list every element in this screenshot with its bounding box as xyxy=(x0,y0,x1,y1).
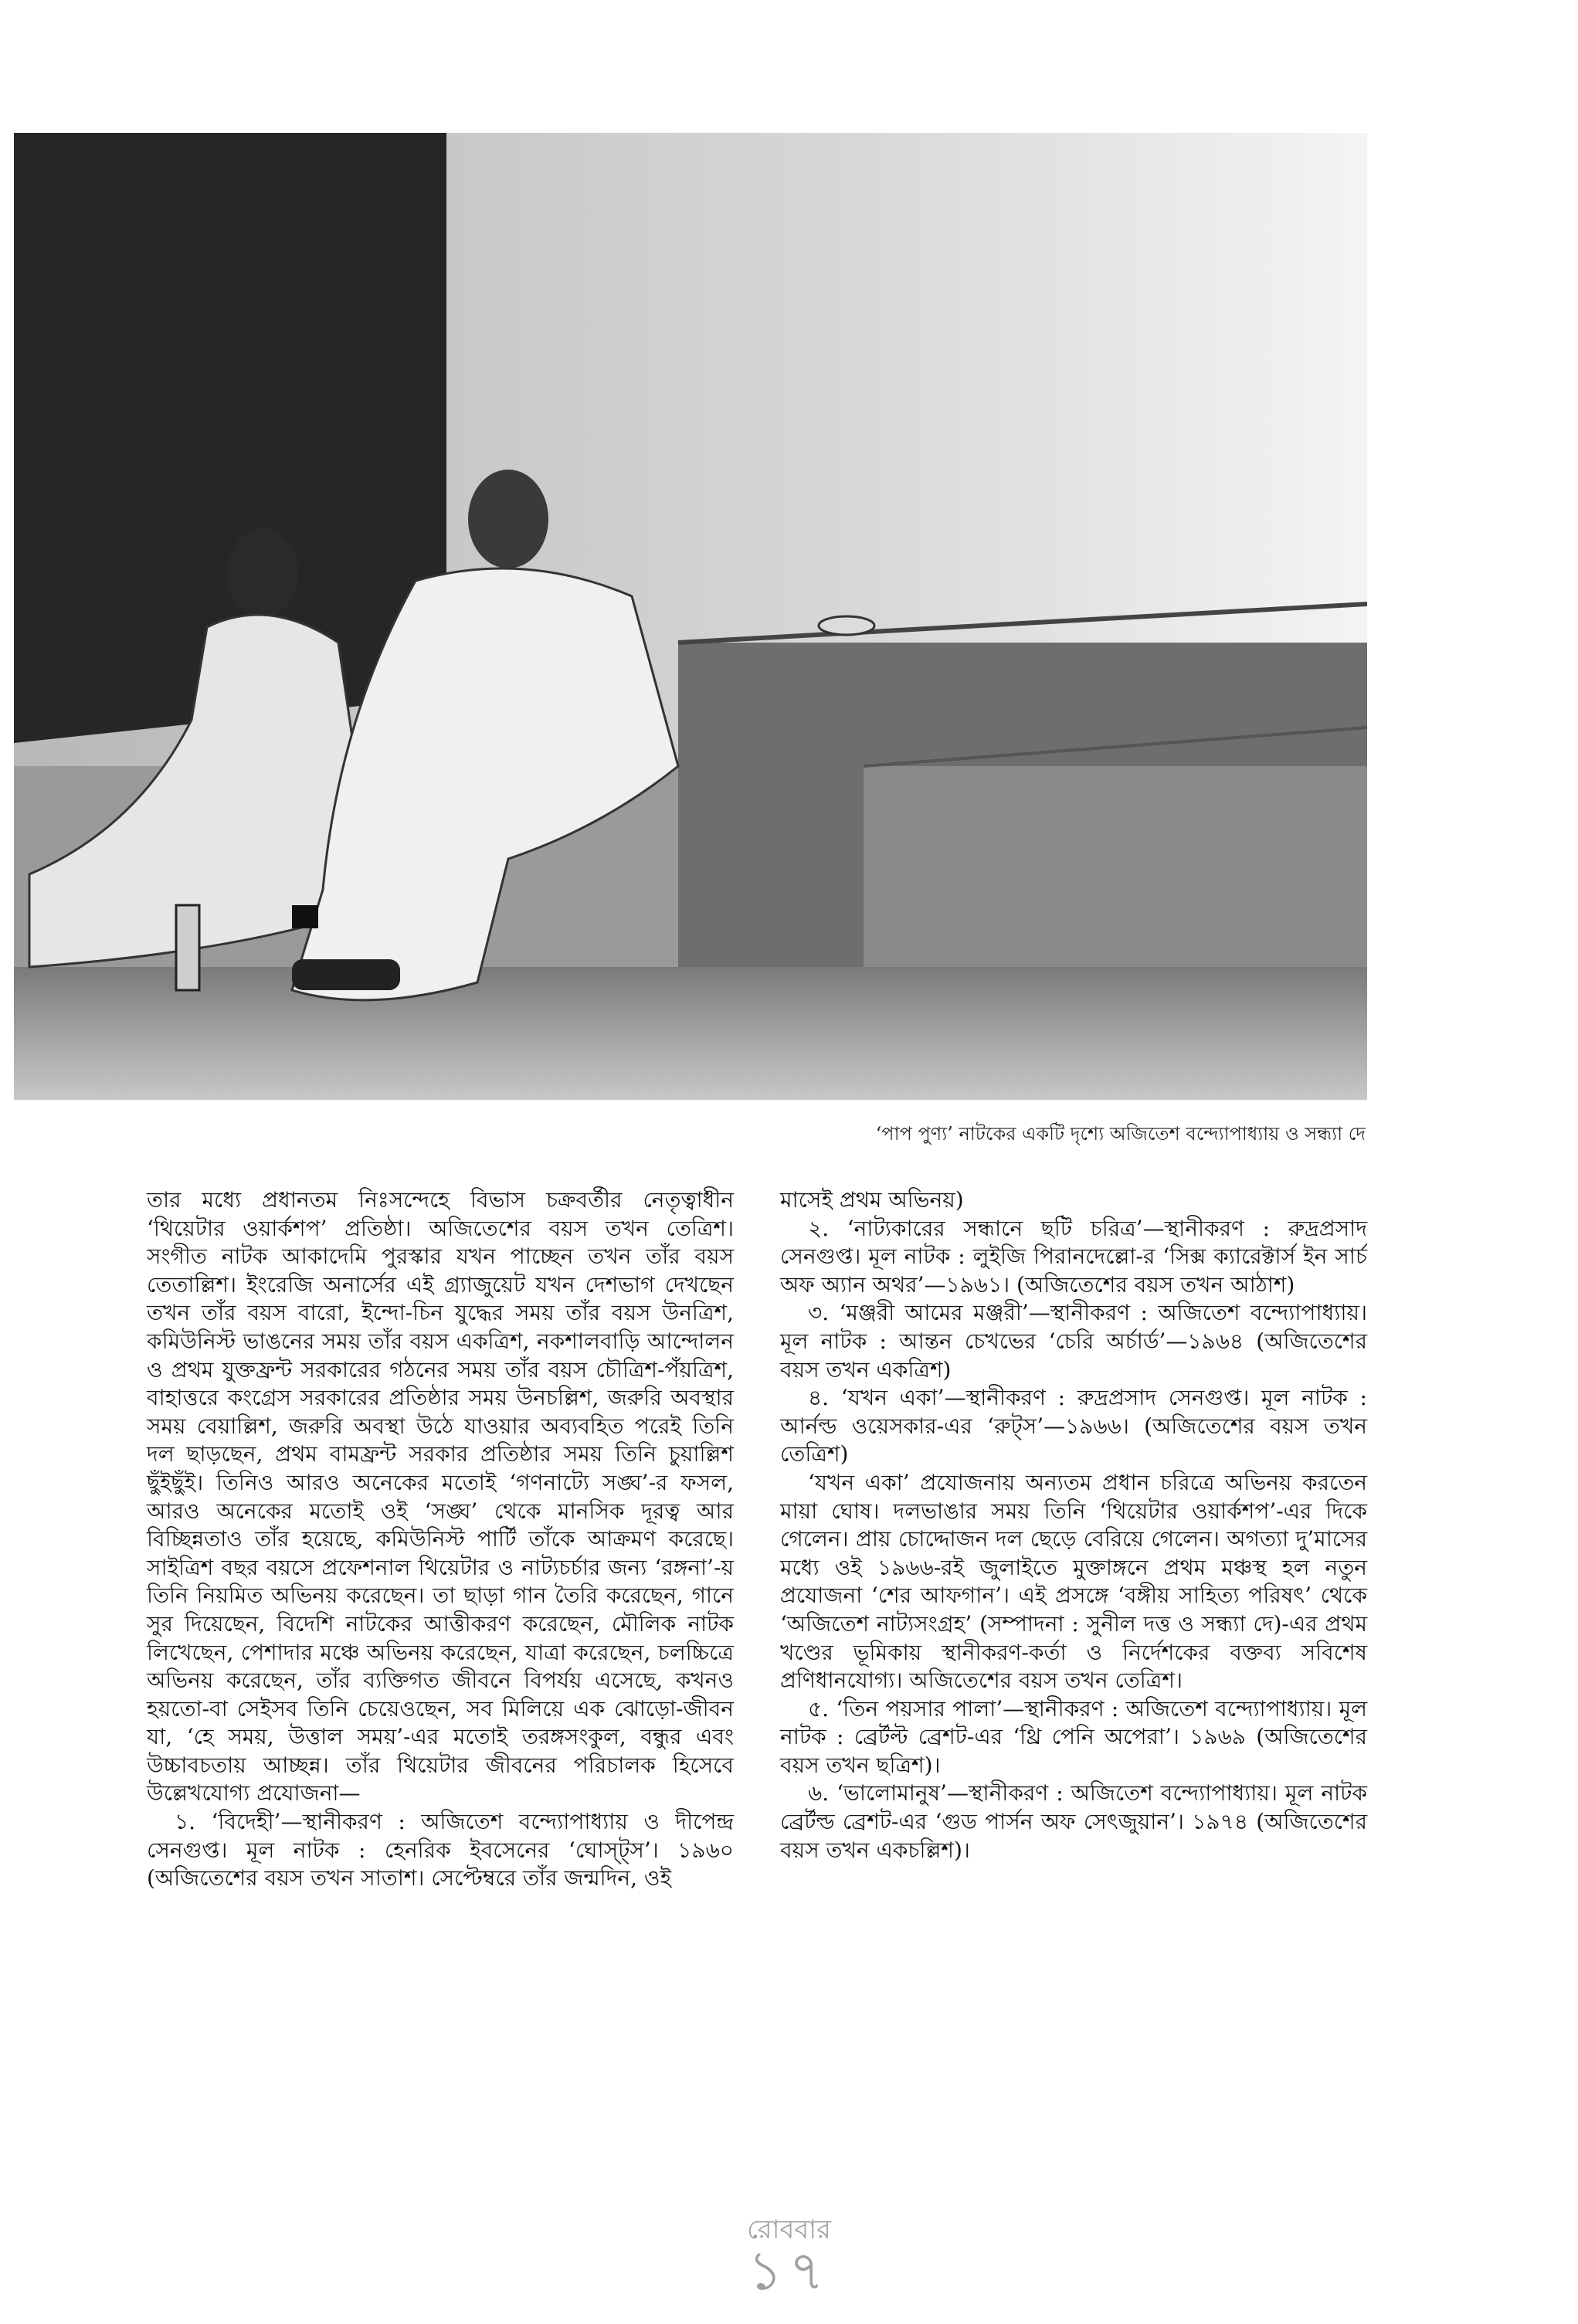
article-column-left xyxy=(147,1186,734,1893)
stage-photo-drawing xyxy=(14,133,1367,1100)
article-paragraph: তার মধ্যে প্রধানতম নিঃসন্দেহে বিভাস চক্রবর্তীর নেতৃত্বাধীন ‘থিয়েটার ওয়ার্কশপ’ প্রতিষ্ঠা। অজিতেশের বয়স তখন তেত্রিশ। সংগীত নাটক আকাদেমি পুরস্কার যখন পাচ্ছেন তখন তাঁর বয়স তেতাল্লিশ। ইংরেজি অনার্সের এই গ্র্যাজুয়েট যখন দেশভাগ দেখছেন তখন তাঁর বয়স বারো, ইন্দো-চিন যুদ্ধের সময় তাঁর বয়স উনত্রিশ, কমিউনিস্ট ভাঙনের সময় তাঁর বয়স একত্রিশ, নকশালবাড়ি আন্দোলন ও প্রথম যুক্তফ্রন্ট সরকারের গঠনের সময় তাঁর বয়স চৌত্রিশ-পঁয়ত্রিশ, বাহাত্তরে কংগ্রেস সরকারের প্রতিষ্ঠার সময় উনচল্লিশ, জরুরি অবস্থার সময় বেয়াল্লিশ, জরুরি অবস্থা উঠে যাওয়ার অব্যবহিত পরেই তিনি দল ছাড়ছেন, প্রথম বামফ্রন্ট সরকার প্রতিষ্ঠার সময় তিনি চুয়াল্লিশ ছুঁইছুঁই। তিনিও আরও অনেকের মতোই ‘গণনাট্যে সঙ্ঘ’-র ফসল, আরও অনেকের মতোই ওই ‘সঙ্ঘ’ থেকে মানসিক দূরত্ব আর বিচ্ছিন্নতাও তাঁর হয়েছে, কমিউনিস্ট পার্টি তাঁকে আক্রমণ করেছে। সাইত্রিশ বছর বয়সে প্রফেশনাল থিয়েটার ও নাট্যচর্চার জন্য ‘রঙ্গনা’-য় তিনি নিয়মিত অভিনয় করেছেন। তা ছাড়া গান তৈরি করেছেন, গানে সুর দিয়েছেন, বিদেশি নাটকের আত্তীকরণ করেছেন, মৌলিক নাটক লিখেছেন, পেশাদার মঞ্চে অভিনয় করেছেন, যাত্রা করেছেন, চলচ্চিত্রে অভিনয় করেছেন, তাঁর ব্যক্তিগত জীবনে বিপর্যয় এসেছে, কখনও হয়তো-বা সেইসব তিনি চেয়েওছেন, সব মিলিয়ে এক ঝোড়ো-জীবন যা, ‘হে সময়, উত্তাল সময়’-এর মতোই তরঙ্গসংকুল, বন্ধুর এবং উচ্চাবচতায় আচ্ছন্ন। তাঁর থিয়েটার জীবনের পরিচালক হিসেবে উল্লেখযোগ্য প্রযোজনা— xyxy=(147,1187,734,1807)
production-item-2: ২. ‘নাট্যকারের সন্ধানে ছটি চরিত্র’—স্থানীকরণ : রুদ্রপ্রসাদ সেনগুপ্ত। মূল নাটক : লুইজি পিরানদেল্লো-র ‘সিক্স ক্যারেক্টার্স ইন সার্চ অফ অ্যান অথর’—১৯৬১। (অজিতেশের বয়স তখন আঠাশ) xyxy=(780,1215,1367,1298)
magazine-name: রোববার xyxy=(747,2214,831,2245)
page-number: ১৭ xyxy=(748,2239,830,2302)
production-item-1-continued: মাসেই প্রথম অভিনয়) xyxy=(780,1187,964,1213)
production-item-3: ৩. ‘মঞ্জরী আমের মঞ্জরী’—স্থানীকরণ : অজিতেশ বন্দ্যোপাধ্যায়। মূল নাটক : আন্তন চেখভের ‘চেরি অর্চার্ড’—১৯৬৪ (অজিতেশের বয়স তখন একত্রিশ) xyxy=(780,1300,1367,1383)
article-column-right xyxy=(780,1186,1367,1864)
production-item-6: ৬. ‘ভালোমানুষ’—স্থানীকরণ : অজিতেশ বন্দ্যোপাধ্যায়। মূল নাটক ব্রের্টল্ড ব্রেশট-এর ‘গুড পার্সন অফ সেৎজুয়ান’। ১৯৭৪ (অজিতেশের বয়স তখন একচল্লিশ)। xyxy=(780,1780,1367,1863)
production-item-5: ৫. ‘তিন পয়সার পালা’—স্থানীকরণ : অজিতেশ বন্দ্যোপাধ্যায়। মূল নাটক : ব্রের্টল্ট ব্রেশট-এর ‘থ্রি পেনি অপেরা’। ১৯৬৯ (অজিতেশের বয়স তখন ছত্রিশ)। xyxy=(780,1695,1367,1778)
photo-caption: ‘পাপ পুণ্য’ নাটকের একটি দৃশ্যে অজিতেশ বন্দ্যোপাধ্যায় ও সন্ধ্যা দে xyxy=(875,1123,1366,1145)
production-item-1: ১. ‘বিদেহী’—স্থানীকরণ : অজিতেশ বন্দ্যোপাধ্যায় ও দীপেন্দ্র সেনগুপ্ত। মূল নাটক : হেনরিক ইবসেনের ‘ঘোস্ট্স’। ১৯৬০ (অজিতেশের বয়স তখন সাতাশ। সেপ্টেম্বরে তাঁর জন্মদিন, ওই xyxy=(147,1809,734,1891)
production-item-4: ৪. ‘যখন একা’—স্থানীকরণ : রুদ্রপ্রসাদ সেনগুপ্ত। মূল নাটক : আর্নল্ড ওয়েসকার-এর ‘রুট্স’—১৯৬৬। (অজিতেশের বয়স তখন তেত্রিশ) xyxy=(780,1385,1367,1467)
stage-photograph xyxy=(14,133,1367,1100)
article-paragraph: ‘যখন একা’ প্রযোজনায় অন্যতম প্রধান চরিত্রে অভিনয় করতেন মায়া ঘোষ। দলভাঙার সময় তিনি ‘থিয়েটার ওয়ার্কশপ’-এর দিকে গেলেন। প্রায় চোদ্দোজন দল ছেড়ে বেরিয়ে গেলেন। অগত্যা দু’মাসের মধ্যে ওই ১৯৬৬-রই জুলাইতে মুক্তাঙ্গনে প্রথম মঞ্চস্থ হল নতুন প্রযোজনা ‘শের আফগান’। এই প্রসঙ্গে ‘বঙ্গীয় সাহিত্য পরিষৎ’ থেকে ‘অজিতেশ নাট্যসংগ্রহ’ (সম্পাদনা : সুনীল দত্ত ও সন্ধ্যা দে)-এর প্রথম খণ্ডের ভূমিকায় স্থানীকরণ-কর্তা ও নির্দেশকের বক্তব্য সবিশেষ প্রণিধানযোগ্য। অজিতেশের বয়স তখন তেত্রিশ। xyxy=(780,1469,1367,1694)
